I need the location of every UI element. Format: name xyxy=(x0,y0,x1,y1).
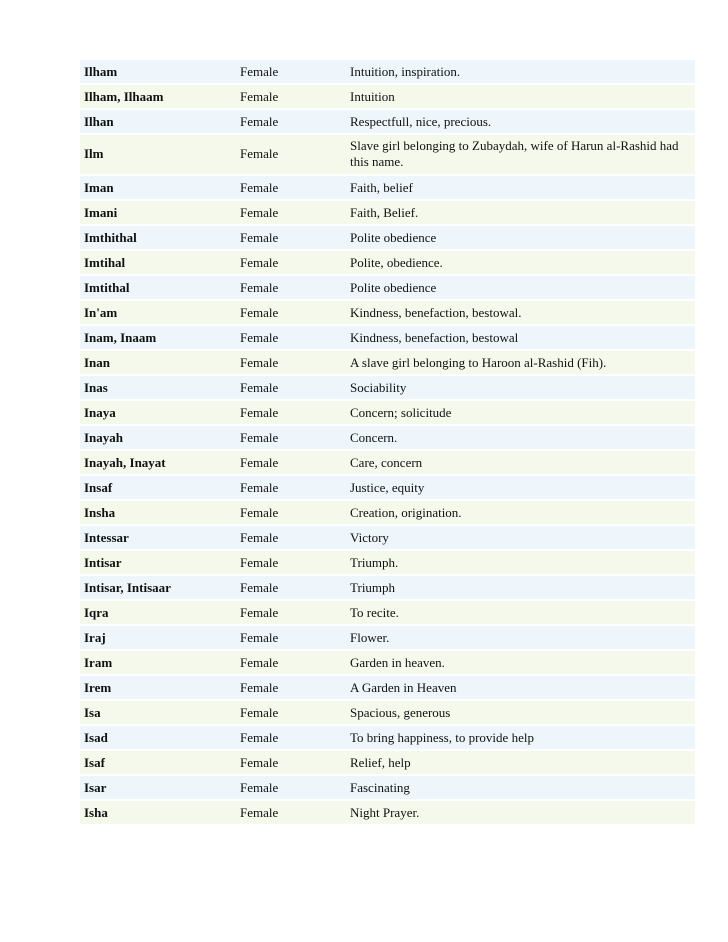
name-cell: Intessar xyxy=(80,526,236,549)
gender-cell: Female xyxy=(236,426,346,449)
name-cell: Ilm xyxy=(80,135,236,174)
meaning-cell: Kindness, benefaction, bestowal xyxy=(346,326,695,349)
name-cell: Isar xyxy=(80,776,236,799)
name-cell: Imtithal xyxy=(80,276,236,299)
table-row xyxy=(80,576,695,599)
gender-cell: Female xyxy=(236,85,346,108)
table-row xyxy=(80,776,695,799)
meaning-cell: Intuition xyxy=(346,85,695,108)
meaning-cell: Slave girl belonging to Zubaydah, wife of Harun al-Rashid had this name. xyxy=(346,135,695,174)
name-cell: Isad xyxy=(80,726,236,749)
meaning-cell: Care, concern xyxy=(346,451,695,474)
gender-cell: Female xyxy=(236,110,346,133)
gender-cell: Female xyxy=(236,60,346,83)
name-cell: Iqra xyxy=(80,601,236,624)
table-row xyxy=(80,701,695,724)
meaning-cell: Victory xyxy=(346,526,695,549)
gender-cell: Female xyxy=(236,776,346,799)
name-cell: Inayah xyxy=(80,426,236,449)
table-row xyxy=(80,201,695,224)
table-row xyxy=(80,60,695,83)
name-cell: Isha xyxy=(80,801,236,824)
name-cell: Inas xyxy=(80,376,236,399)
gender-cell: Female xyxy=(236,651,346,674)
table-row xyxy=(80,451,695,474)
meaning-cell: Intuition, inspiration. xyxy=(346,60,695,83)
name-cell: Ilham xyxy=(80,60,236,83)
gender-cell: Female xyxy=(236,451,346,474)
table-row xyxy=(80,301,695,324)
table-row xyxy=(80,751,695,774)
gender-cell: Female xyxy=(236,676,346,699)
table-row xyxy=(80,251,695,274)
meaning-cell: Fascinating xyxy=(346,776,695,799)
meaning-cell: Garden in heaven. xyxy=(346,651,695,674)
gender-cell: Female xyxy=(236,626,346,649)
table-row xyxy=(80,476,695,499)
meaning-cell: A Garden in Heaven xyxy=(346,676,695,699)
meaning-cell: Creation, origination. xyxy=(346,501,695,524)
name-cell: Ilhan xyxy=(80,110,236,133)
meaning-cell: Kindness, benefaction, bestowal. xyxy=(346,301,695,324)
meaning-cell: Respectfull, nice, precious. xyxy=(346,110,695,133)
table-row xyxy=(80,601,695,624)
name-cell: Imani xyxy=(80,201,236,224)
gender-cell: Female xyxy=(236,501,346,524)
meaning-cell: To recite. xyxy=(346,601,695,624)
meaning-cell: Justice, equity xyxy=(346,476,695,499)
name-cell: Inayah, Inayat xyxy=(80,451,236,474)
name-cell: Insha xyxy=(80,501,236,524)
gender-cell: Female xyxy=(236,726,346,749)
meaning-cell: Concern. xyxy=(346,426,695,449)
table-row xyxy=(80,226,695,249)
table-row xyxy=(80,726,695,749)
table-row xyxy=(80,351,695,374)
name-cell: Intisar, Intisaar xyxy=(80,576,236,599)
table-row xyxy=(80,135,695,174)
gender-cell: Female xyxy=(236,201,346,224)
gender-cell: Female xyxy=(236,476,346,499)
name-cell: Inaya xyxy=(80,401,236,424)
table-row xyxy=(80,176,695,199)
table-row xyxy=(80,651,695,674)
name-cell: Irem xyxy=(80,676,236,699)
names-table xyxy=(80,58,695,826)
table-row xyxy=(80,676,695,699)
gender-cell: Female xyxy=(236,526,346,549)
meaning-cell: Flower. xyxy=(346,626,695,649)
table-row xyxy=(80,626,695,649)
meaning-cell: Triumph. xyxy=(346,551,695,574)
name-cell: In'am xyxy=(80,301,236,324)
meaning-cell: Polite obedience xyxy=(346,226,695,249)
table-row xyxy=(80,110,695,133)
meaning-cell: Polite, obedience. xyxy=(346,251,695,274)
gender-cell: Female xyxy=(236,701,346,724)
table-row xyxy=(80,526,695,549)
gender-cell: Female xyxy=(236,301,346,324)
gender-cell: Female xyxy=(236,551,346,574)
name-cell: Intisar xyxy=(80,551,236,574)
gender-cell: Female xyxy=(236,251,346,274)
name-cell: Iman xyxy=(80,176,236,199)
meaning-cell: To bring happiness, to provide help xyxy=(346,726,695,749)
meaning-cell: Sociability xyxy=(346,376,695,399)
gender-cell: Female xyxy=(236,351,346,374)
meaning-cell: Triumph xyxy=(346,576,695,599)
table-row xyxy=(80,326,695,349)
meaning-cell: Spacious, generous xyxy=(346,701,695,724)
table-row xyxy=(80,401,695,424)
gender-cell: Female xyxy=(236,576,346,599)
name-cell: Inan xyxy=(80,351,236,374)
name-cell: Imthithal xyxy=(80,226,236,249)
meaning-cell: A slave girl belonging to Haroon al-Rashid (Fih). xyxy=(346,351,695,374)
name-cell: Imtihal xyxy=(80,251,236,274)
names-table-body xyxy=(80,60,695,824)
name-cell: Insaf xyxy=(80,476,236,499)
name-cell: Isaf xyxy=(80,751,236,774)
name-cell: Inam, Inaam xyxy=(80,326,236,349)
gender-cell: Female xyxy=(236,751,346,774)
gender-cell: Female xyxy=(236,326,346,349)
gender-cell: Female xyxy=(236,376,346,399)
gender-cell: Female xyxy=(236,135,346,174)
gender-cell: Female xyxy=(236,276,346,299)
gender-cell: Female xyxy=(236,401,346,424)
name-cell: Isa xyxy=(80,701,236,724)
table-row xyxy=(80,376,695,399)
meaning-cell: Concern; solicitude xyxy=(346,401,695,424)
table-row xyxy=(80,501,695,524)
table-row xyxy=(80,801,695,824)
meaning-cell: Faith, Belief. xyxy=(346,201,695,224)
meaning-cell: Faith, belief xyxy=(346,176,695,199)
name-cell: Iraj xyxy=(80,626,236,649)
gender-cell: Female xyxy=(236,226,346,249)
meaning-cell: Relief, help xyxy=(346,751,695,774)
table-row xyxy=(80,551,695,574)
table-row xyxy=(80,426,695,449)
gender-cell: Female xyxy=(236,176,346,199)
gender-cell: Female xyxy=(236,801,346,824)
table-row xyxy=(80,85,695,108)
table-row xyxy=(80,276,695,299)
meaning-cell: Night Prayer. xyxy=(346,801,695,824)
name-cell: Iram xyxy=(80,651,236,674)
gender-cell: Female xyxy=(236,601,346,624)
meaning-cell: Polite obedience xyxy=(346,276,695,299)
name-cell: Ilham, Ilhaam xyxy=(80,85,236,108)
